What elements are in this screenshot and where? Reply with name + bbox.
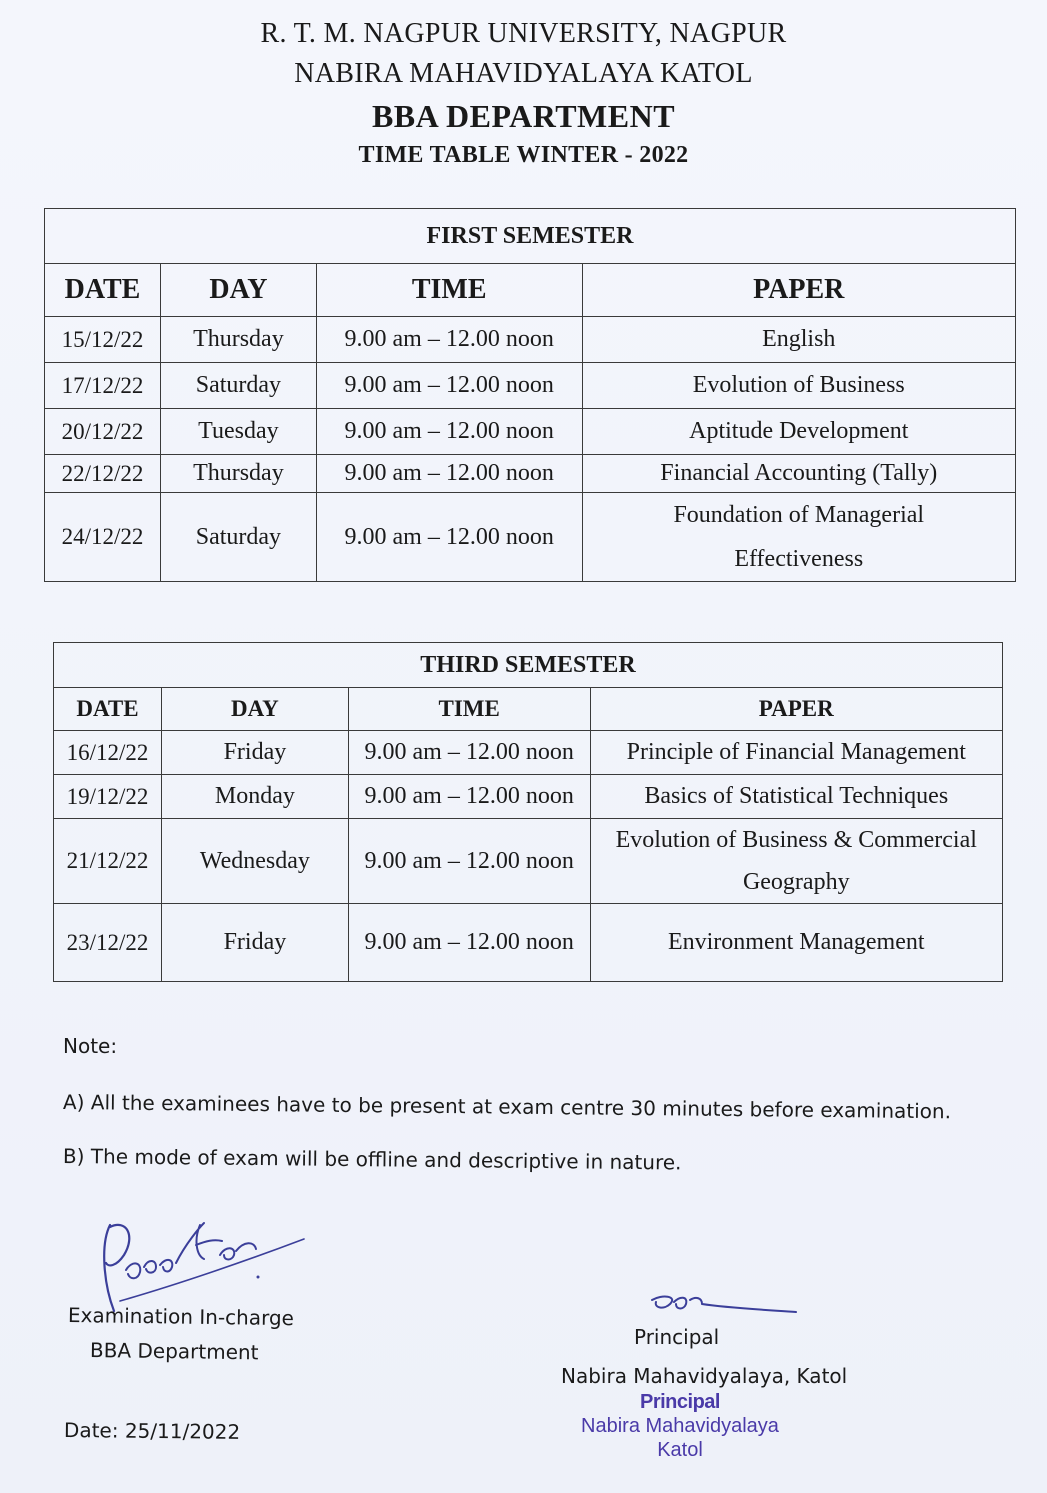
exam-day: Thursday xyxy=(160,317,316,363)
exam-date: 17/12/22 xyxy=(45,363,161,409)
exam-paper-line2: Geography xyxy=(742,869,850,895)
exam-paper: Aptitude Development xyxy=(582,409,1015,455)
exam-paper-line2: Effectiveness xyxy=(734,546,864,572)
exam-paper: Financial Accounting (Tally) xyxy=(582,455,1015,493)
exam-paper: English xyxy=(582,317,1015,363)
column-header-day: DAY xyxy=(160,264,316,317)
timetable-title: TIME TABLE WINTER - 2022 xyxy=(358,142,689,168)
stamp-line1: Principal xyxy=(640,1391,720,1413)
note-a: A) All the examinees have to be present at exam centre 30 minutes before examination. xyxy=(62,1090,952,1124)
column-header-paper: PAPER xyxy=(590,688,1002,731)
exam-paper xyxy=(590,819,1002,904)
issue-date: Date: 25/11/2022 xyxy=(63,1418,241,1444)
exam-date: 22/12/22 xyxy=(45,455,161,493)
table-row xyxy=(45,363,1016,409)
exam-paper-line1: Evolution of Business & Commercial xyxy=(615,827,977,853)
exam-time: 9.00 am – 12.00 noon xyxy=(316,409,582,455)
exam-date: 20/12/22 xyxy=(45,409,161,455)
exam-day: Saturday xyxy=(160,493,316,582)
exam-paper-line1: Foundation of Managerial xyxy=(673,502,925,528)
exam-day: Wednesday xyxy=(161,819,348,904)
exam-day: Thursday xyxy=(160,455,316,493)
principal-stamp xyxy=(575,1390,785,1462)
stamp-line2: Nabira Mahavidyalaya xyxy=(581,1415,779,1437)
exam-time: 9.00 am – 12.00 noon xyxy=(348,775,590,819)
table-row xyxy=(45,317,1016,363)
college-location-label: Nabira Mahavidyalaya, Katol xyxy=(561,1364,848,1388)
column-header-time: TIME xyxy=(316,264,582,317)
exam-paper xyxy=(582,493,1015,582)
exam-paper: Evolution of Business xyxy=(582,363,1015,409)
table-row xyxy=(45,455,1016,493)
exam-paper: Environment Management xyxy=(590,904,1002,982)
exam-date: 23/12/22 xyxy=(54,904,162,982)
exam-day: Monday xyxy=(161,775,348,819)
college-name: NABIRA MAHAVIDYALAYA KATOL xyxy=(294,58,753,89)
exam-paper: Principle of Financial Management xyxy=(590,731,1002,775)
exam-day: Friday xyxy=(161,731,348,775)
column-header-time: TIME xyxy=(348,688,590,731)
exam-time: 9.00 am – 12.00 noon xyxy=(316,493,582,582)
exam-time: 9.00 am – 12.00 noon xyxy=(316,317,582,363)
column-header-date: DATE xyxy=(45,264,161,317)
exam-date: 24/12/22 xyxy=(45,493,161,582)
column-header-day: DAY xyxy=(161,688,348,731)
note-heading: Note: xyxy=(63,1034,118,1058)
first-semester-table xyxy=(44,208,1016,582)
note-b: B) The mode of exam will be offline and descriptive in nature. xyxy=(62,1144,682,1175)
exam-time: 9.00 am – 12.00 noon xyxy=(316,363,582,409)
exam-date: 19/12/22 xyxy=(54,775,162,819)
university-name: R. T. M. NAGPUR UNIVERSITY, NAGPUR xyxy=(260,18,787,49)
table-row xyxy=(54,904,1003,982)
table-row xyxy=(54,819,1003,904)
table-row xyxy=(45,493,1016,582)
principal-signature xyxy=(648,1290,798,1320)
first-semester-title: FIRST SEMESTER xyxy=(45,209,1016,264)
exam-time: 9.00 am – 12.00 noon xyxy=(348,731,590,775)
department-title: BBA DEPARTMENT xyxy=(371,98,676,134)
column-header-paper: PAPER xyxy=(582,264,1015,317)
exam-time: 9.00 am – 12.00 noon xyxy=(316,455,582,493)
exam-date: 15/12/22 xyxy=(45,317,161,363)
exam-paper: Basics of Statistical Techniques xyxy=(590,775,1002,819)
third-semester-table xyxy=(53,642,1003,982)
department-label: BBA Department xyxy=(89,1338,259,1365)
table-row xyxy=(54,731,1003,775)
table-row xyxy=(45,409,1016,455)
stamp-line3: Katol xyxy=(657,1439,703,1461)
exam-time: 9.00 am – 12.00 noon xyxy=(348,904,590,982)
third-semester-title: THIRD SEMESTER xyxy=(54,643,1003,688)
exam-time: 9.00 am – 12.00 noon xyxy=(348,819,590,904)
table-row xyxy=(54,775,1003,819)
principal-label: Principal xyxy=(634,1325,720,1349)
exam-day: Saturday xyxy=(160,363,316,409)
exam-day: Tuesday xyxy=(160,409,316,455)
examination-incharge-label: Examination In-charge xyxy=(67,1303,295,1331)
exam-date: 21/12/22 xyxy=(54,819,162,904)
exam-day: Friday xyxy=(161,904,348,982)
exam-date: 16/12/22 xyxy=(54,731,162,775)
column-header-date: DATE xyxy=(54,688,162,731)
